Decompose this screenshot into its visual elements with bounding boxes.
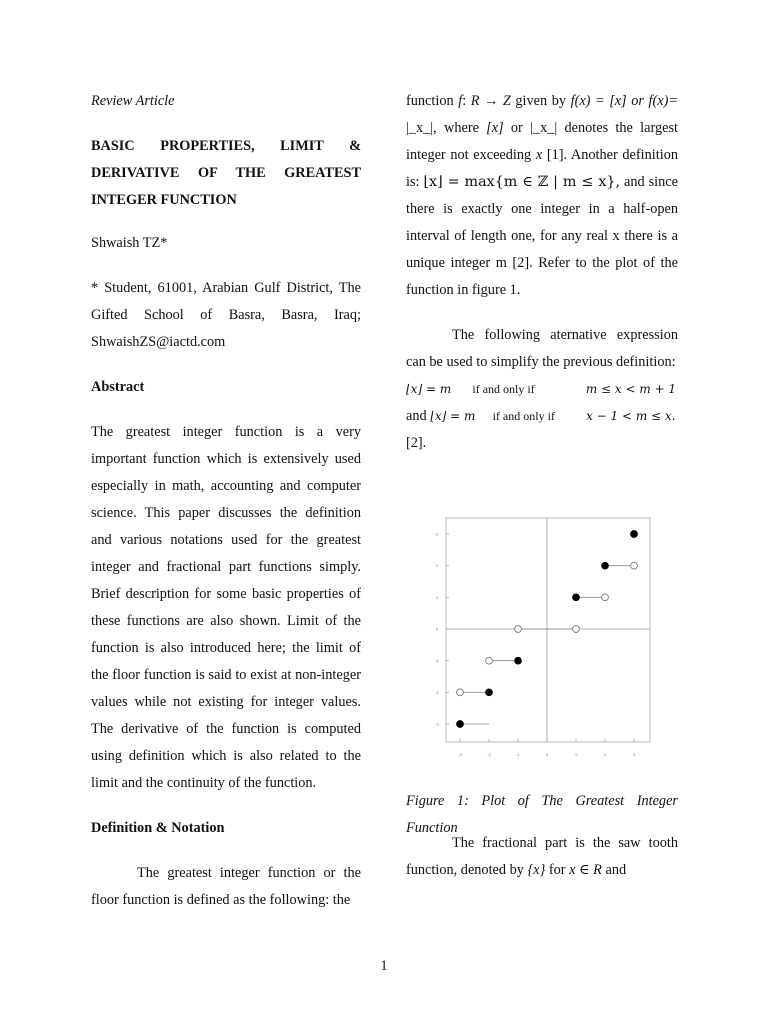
open-point: [486, 657, 493, 664]
open-point: [573, 626, 580, 633]
x-tick-label: 1: [574, 752, 578, 757]
reference-2: [2].: [406, 435, 427, 451]
x-tick-label: 3: [632, 752, 636, 757]
x-tick-label: 2: [603, 752, 607, 757]
abstract-heading: Abstract: [91, 379, 145, 395]
y-tick-label: -3: [435, 721, 439, 727]
abstract-text: The greatest integer function is a very important function which is extensively used especially in math, accounting and computer science. This paper discusses the definition and various notations used for the greatest integer and fractional part functions simply. Brief description for some basic properties of these functions are also shown. Limit of the function is also introduced here; the limit of the floor function is said to exist at non-integer values while not existing for integer values. The derivative of the function is computed using definition which is also related to the limit and the continuity of the function.: [91, 424, 361, 791]
affiliation: * Student, 61001, Arabian Gulf District, The Gifted School of Basra, Basra, Iraq; ShwaishZS@iactd.com: [91, 280, 361, 350]
y-tick-label: 1: [435, 594, 439, 600]
open-point: [602, 594, 609, 601]
equation-2: and ⌊x⌋ = m if and only if x − 1 < m ≤ x.: [406, 408, 676, 424]
x-tick-label: -1: [516, 752, 520, 757]
y-tick-label: 3: [435, 531, 439, 537]
open-point: [631, 562, 638, 569]
right-column: [406, 88, 678, 457]
closed-point: [573, 594, 580, 601]
y-tick-label: 2: [435, 563, 439, 569]
fractional-part-paragraph: The fractional part is the saw tooth function, denoted by {x} for x ∈ R and: [406, 835, 678, 878]
closed-point: [602, 562, 609, 569]
paper-title: BASIC PROPERTIES, LIMIT & DERIVATIVE OF THE GREATEST INTEGER FUNCTION: [91, 138, 361, 208]
y-tick-label: -2: [435, 689, 439, 695]
author: Shwaish TZ*: [91, 235, 168, 251]
open-point: [457, 689, 464, 696]
floor-max-formula: ⌊x⌋ = max{m ∈ ℤ | m ≤ x},: [423, 174, 621, 190]
x-tick-label: -3: [458, 752, 462, 757]
article-type: Review Article: [91, 93, 175, 109]
closed-point: [486, 689, 493, 696]
definition-paragraph: The greatest integer function or the floor function is defined as the following: the: [91, 865, 361, 908]
definition-continued: function f: R → Z given by f(x) = [x] or f(x)= |_x_|, where [x] or |_x_| denotes the largest integer not exceeding x [1]. Another definition is: ⌊x⌋ = max{m ∈ ℤ | m ≤ x}, and since there is exactly one integer in a half-open interval of length one, for any real x there is a unique integer m [2]. Refer to the plot of the function in figure 1.: [406, 93, 678, 298]
left-column: [91, 88, 361, 914]
equation-1: ⌊x⌋ = m if and only if m ≤ x < m + 1: [406, 382, 677, 396]
plot-frame: [446, 518, 650, 742]
y-tick-label: 0: [435, 626, 439, 632]
x-tick-label: -2: [487, 752, 491, 757]
figure-caption: Figure 1: Plot of The Greatest Integer Function: [406, 793, 678, 836]
y-tick-label: -1: [435, 658, 439, 664]
closed-point: [457, 721, 464, 728]
open-point: [515, 626, 522, 633]
greatest-integer-plot: [430, 510, 656, 772]
definition-heading: Definition & Notation: [91, 820, 225, 836]
page-number: 1: [380, 958, 388, 974]
closed-point: [631, 531, 638, 538]
alternative-paragraph: The following aternative expression can be used to simplify the previous definition:: [406, 327, 678, 370]
closed-point: [515, 657, 522, 664]
x-tick-label: 0: [545, 752, 549, 757]
